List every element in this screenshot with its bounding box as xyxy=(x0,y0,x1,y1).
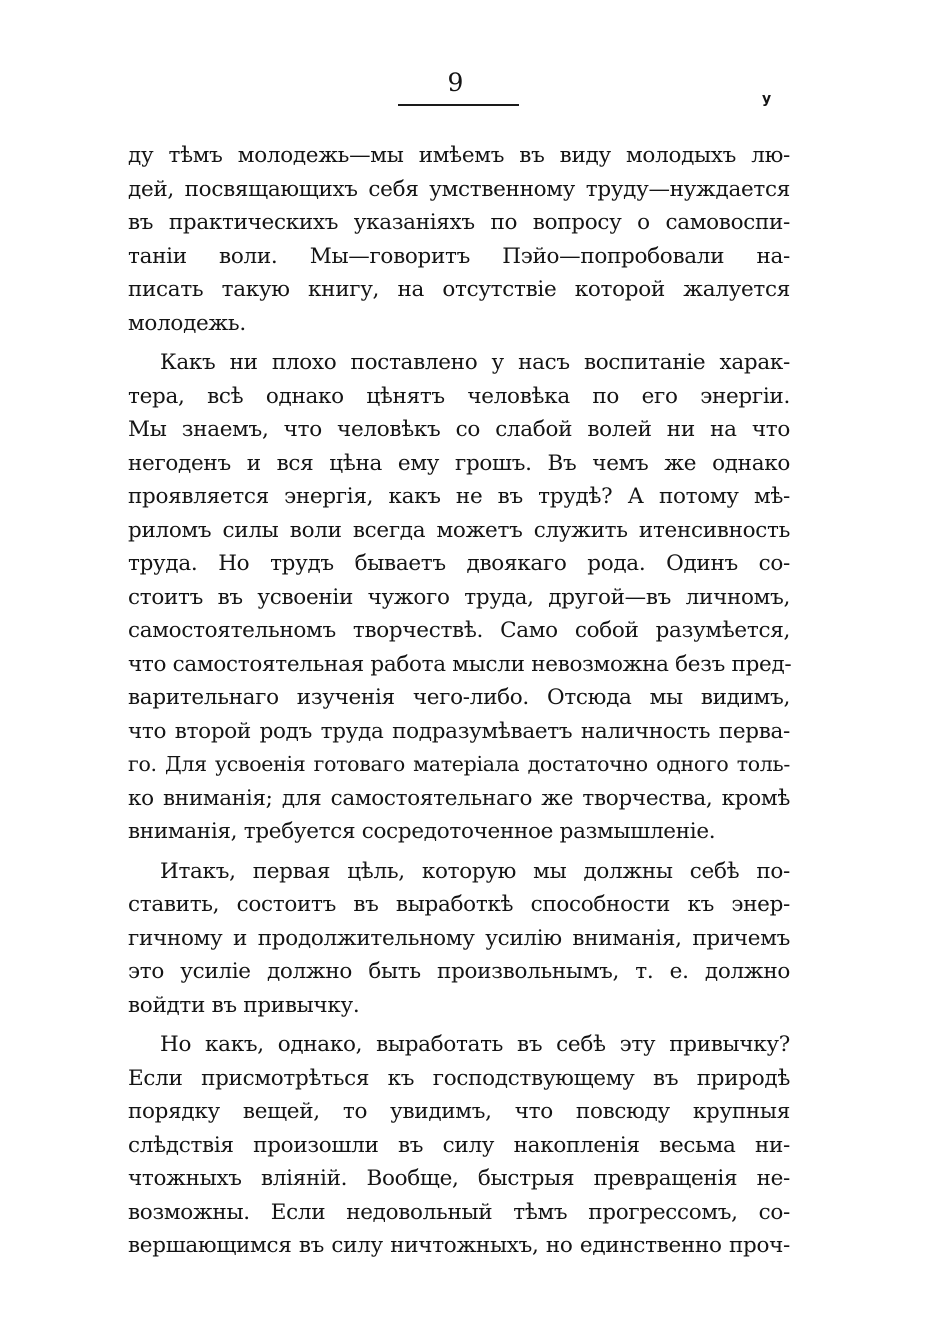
text-line: ко вниманія; для самостоятельнаго же творчества, кромѣ xyxy=(128,785,790,811)
text-line: Какъ ни плохо поставлено у насъ воспитаніе харак- xyxy=(160,350,790,375)
text-line: порядку вещей, то увидимъ, что повсюду крупныя xyxy=(128,1099,790,1124)
text-line: ставить, состоитъ въ выработкѣ способности къ энер- xyxy=(128,892,790,917)
text-line: войдти въ привычку. xyxy=(128,992,360,1018)
text-line: что второй родъ труда подразумѣваетъ наличность перва- xyxy=(128,718,790,744)
body-text xyxy=(128,139,790,1263)
header-rule xyxy=(398,104,519,106)
text-line: самостоятельномъ творчествѣ. Само собой разумѣется, xyxy=(128,618,790,643)
text-line: таніи воли. Мы—говоритъ Пэйо—попробовали на- xyxy=(128,243,790,269)
text-line: стоитъ въ усвоеніи чужого труда, другой—въ личномъ, xyxy=(128,584,790,610)
text-line: вниманія, требуется сосредоточенное размышленіе. xyxy=(128,819,716,844)
text-line: варительнаго изученія чего-либо. Отсюда мы видимъ, xyxy=(128,685,790,710)
text-line: Если присмотрѣться къ господствующему въ природѣ xyxy=(128,1065,790,1091)
text-line: возможны. Если недовольный тѣмъ прогрессомъ, со- xyxy=(128,1199,790,1225)
print-speck: y xyxy=(762,91,772,107)
text-line: молодежь. xyxy=(128,310,246,336)
text-line: го. Для усвоенія готоваго матеріала достаточно одного толь- xyxy=(128,752,790,776)
text-line: дей, посвящающихъ себя умственному труду—нуждается xyxy=(128,176,790,202)
text-line: тера, всѣ однако цѣнятъ человѣка по его энергіи. xyxy=(128,383,790,409)
text-line: Но какъ, однако, выработать въ себѣ эту привычку? xyxy=(160,1032,790,1057)
page-number: 9 xyxy=(447,68,465,97)
text-line: труда. Но трудъ бываетъ двоякаго рода. Одинъ со- xyxy=(128,551,790,576)
paragraph-1 xyxy=(128,139,790,340)
paragraph-2 xyxy=(128,346,790,849)
text-line: въ практическихъ указаніяхъ по вопросу о самовоспи- xyxy=(128,210,790,235)
paragraph-3 xyxy=(128,855,790,1023)
text-line: чтожныхъ вліяній. Вообще, быстрыя превращенія не- xyxy=(128,1166,790,1191)
text-line: риломъ силы воли всегда можетъ служить итенсивность xyxy=(128,517,790,543)
text-line: Мы знаемъ, что человѣкъ со слабой волей ни на что xyxy=(128,417,790,442)
paragraph-4 xyxy=(128,1028,790,1263)
text-line: писать такую книгу, на отсутствіе которой жалуется xyxy=(128,277,790,302)
text-line: негоденъ и вся цѣна ему грошъ. Въ чемъ же однако xyxy=(128,450,790,476)
text-line: вершающимся въ силу ничтожныхъ, но единственно проч- xyxy=(128,1233,790,1258)
text-line: проявляется энергія, какъ не въ трудѣ? А потому мѣ- xyxy=(128,484,790,509)
text-line: Итакъ, первая цѣль, которую мы должны себѣ по- xyxy=(160,858,790,884)
text-line: слѣдствія произошли въ силу накопленія весьма ни- xyxy=(128,1132,790,1158)
text-line: гичному и продолжительному усилію вниманія, причемъ xyxy=(128,925,790,951)
text-line: что самостоятельная работа мысли невозможна безъ пред- xyxy=(128,651,792,677)
text-line: это усиліе должно быть произвольнымъ, т. е. должно xyxy=(128,959,790,984)
text-line: ду тѣмъ молодежь—мы имѣемъ въ виду молодыхъ лю- xyxy=(128,143,790,168)
